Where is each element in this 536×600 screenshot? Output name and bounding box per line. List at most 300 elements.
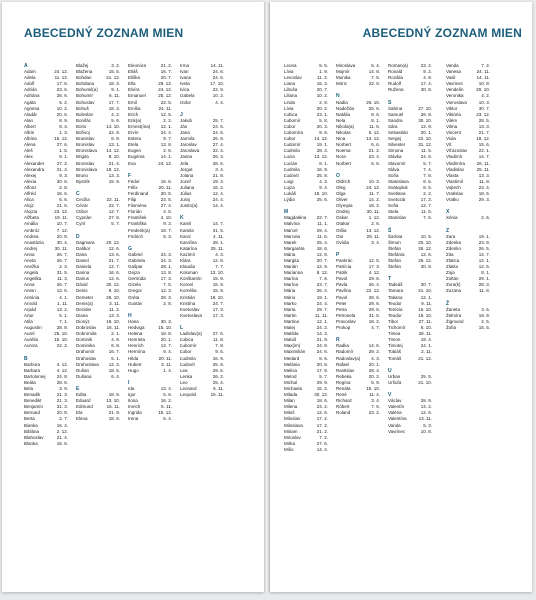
name-day-date: 7. 6.: [371, 404, 380, 410]
name-day-date: 4. 12.: [56, 367, 68, 373]
name-text: Magdaléna: [284, 215, 307, 221]
letter-heading: Š: [388, 227, 392, 234]
name-text: Gréta: [128, 294, 140, 300]
name-text: Berta: [24, 416, 35, 422]
name-day-date: 5. 1.: [59, 312, 68, 318]
name-day-date: 24. 11.: [476, 69, 490, 75]
name-text: Blahoslav: [24, 434, 44, 440]
name-text: Teodor: [388, 312, 402, 318]
name-day-date: 21. 2.: [316, 428, 328, 434]
name-day-date: 14. 3.: [316, 331, 328, 337]
name-text: Jaroslava: [180, 148, 200, 154]
name-day-date: 19. 1.: [316, 142, 328, 148]
name-text: Vlasta: [446, 172, 459, 178]
name-day-date: 4. 2.: [481, 93, 490, 99]
name-day-date: 11. 5.: [421, 209, 432, 215]
name-text: Svetozár: [388, 197, 406, 203]
name-day-date: 16. 6.: [56, 190, 68, 196]
name-day-date: 23. 4.: [478, 184, 490, 190]
name-day-date: 25. 6.: [316, 197, 328, 203]
name-day-date: 18. 7.: [160, 227, 172, 233]
name-text: Svätopluk: [388, 184, 408, 190]
name-day-date: 25. 12.: [158, 93, 172, 99]
name-day-date: 20. 2.: [316, 105, 328, 111]
name-text: Ctibor: [76, 209, 89, 215]
name-day-date: 21. 12.: [418, 355, 432, 361]
name-text: Bronislava: [76, 166, 98, 172]
name-text: Pankrác: [336, 258, 353, 263]
name-text: Tamara: [388, 288, 404, 294]
name-day-date: 11. 4.: [369, 392, 380, 398]
name-day-date: 18. 2.: [368, 318, 380, 324]
name-text: Otília: [336, 227, 347, 233]
name-column: [284, 63, 328, 453]
name-day-date: 31. 5.: [368, 312, 380, 318]
name-text: Bronislav: [76, 160, 95, 166]
name-text: Lucia: [284, 154, 295, 160]
name-text: Eugen: [128, 148, 142, 154]
name-day-date: 26. 12.: [418, 258, 432, 263]
name-day-date: 31. 3.: [56, 404, 68, 410]
name-text: Vít: [446, 142, 452, 148]
name-day-date: 20. 1.: [160, 337, 172, 343]
name-text: Miriam: [284, 428, 298, 434]
name-text: Andrej: [24, 245, 38, 251]
name-day-date: 14. 1.: [160, 154, 172, 160]
name-text: Ingrida: [128, 410, 142, 416]
name-text: Ivica: [180, 87, 190, 93]
name-text: Bianka: [24, 422, 38, 428]
name-text: Arnold: [24, 300, 38, 306]
name-text: Bohumír: [76, 93, 94, 99]
letter-heading: P: [336, 251, 340, 258]
letter-heading: A: [24, 63, 28, 69]
name-day-date: 17. 2.: [316, 422, 328, 428]
name-text: Kamila: [180, 227, 194, 233]
name-text: Rozália: [388, 75, 404, 81]
name-day-date: 15. 9.: [212, 276, 224, 282]
name-text: Františka: [128, 221, 147, 227]
name-text: Pavol: [336, 276, 348, 282]
name-day-date: 10. 2.: [212, 93, 224, 99]
name-text: Petra: [336, 306, 347, 312]
name-day-date: 20. 7.: [316, 87, 328, 93]
name-text: Karolína: [180, 239, 197, 245]
name-text: Simona: [388, 148, 404, 154]
name-text: Aurel: [24, 331, 35, 337]
name-day-date: 9. 4.: [163, 349, 172, 355]
name-day-date: 20. 3.: [316, 123, 328, 129]
name-text: Anna: [24, 251, 35, 257]
name-day-date: 12. 6.: [108, 245, 120, 251]
name-day-date: 29. 7.: [316, 306, 328, 312]
name-day-date: 8. 1.: [319, 160, 328, 166]
name-day-date: 15. 10.: [366, 385, 380, 391]
name-day-date: 20. 12.: [106, 239, 120, 245]
name-day-date: 8. 5.: [423, 178, 432, 184]
name-day-date: 3. 11.: [161, 361, 172, 367]
name-text: Milan: [284, 398, 295, 404]
name-day-date: 28. 5.: [478, 117, 490, 123]
name-text: Bohumil(a): [76, 87, 98, 93]
name-day-date: 29. 1.: [478, 276, 490, 282]
name-day-date: 11. 8.: [479, 178, 490, 184]
name-text: Adam: [24, 69, 36, 75]
name-day-date: 12. 6.: [420, 251, 432, 257]
letter-heading: H: [128, 312, 132, 319]
name-text: Zita: [446, 251, 454, 257]
name-text: Brigita: [76, 154, 89, 160]
name-text: Marcela: [284, 233, 301, 239]
name-text: Vladislav: [446, 166, 465, 172]
name-day-date: 13. 6.: [56, 288, 68, 294]
name-day-date: 12. 6.: [420, 410, 432, 416]
name-text: Leo: [180, 379, 188, 385]
name-column: [446, 63, 490, 331]
name-day-date: 31. 12.: [418, 142, 432, 148]
name-day-date: 7. 1.: [59, 318, 68, 324]
name-column: [128, 63, 172, 423]
name-text: Marína: [284, 282, 299, 288]
name-text: Radoslav(a): [336, 355, 361, 361]
name-text: Mária: [284, 251, 296, 257]
name-day-date: 6. 4.: [111, 373, 120, 379]
name-text: Lenka: [180, 373, 193, 379]
name-day-date: 26. 8.: [212, 136, 224, 142]
name-text: Cézar: [76, 203, 89, 209]
name-text: Vincent: [446, 130, 461, 136]
name-day-date: 24. 4.: [212, 197, 224, 203]
name-text: Irena: [128, 416, 139, 422]
name-text: Roman(a): [388, 63, 409, 68]
name-text: Marko: [284, 300, 297, 306]
name-text: Pravoslav: [336, 318, 356, 324]
name-day-date: 17. 10.: [210, 81, 224, 87]
name-day-date: 22. 2.: [56, 343, 68, 349]
name-day-date: 15. 9.: [212, 288, 224, 294]
name-text: Edmund: [76, 404, 93, 410]
name-text: Sláva: [388, 166, 400, 172]
name-text: Viktor: [446, 105, 458, 111]
name-day-date: 19. 9.: [478, 312, 490, 318]
name-text: Eduard: [76, 398, 91, 404]
name-text: Hilda: [128, 355, 139, 361]
name-day-date: 2. 6.: [481, 215, 490, 221]
name-day-date: 7. 8.: [423, 172, 432, 178]
name-text: Radomír: [336, 349, 354, 355]
name-text: Andrea: [24, 233, 39, 239]
name-day-date: 3. 9.: [59, 385, 68, 391]
name-day-date: 23. 9.: [478, 239, 490, 245]
name-day-date: 19. 4.: [420, 337, 432, 343]
name-text: Anton: [24, 288, 36, 294]
name-day-date: 8. 6.: [371, 111, 380, 117]
name-day-date: 2. 2.: [423, 190, 432, 196]
name-text: Nina: [336, 136, 346, 142]
name-day-date: 12. 7.: [108, 264, 120, 270]
name-text: Marcel: [284, 227, 298, 233]
name-text: Estera: [128, 136, 142, 142]
name-text: Vratislav: [446, 190, 464, 196]
name-day-date: 26. 7.: [56, 258, 68, 263]
name-day-date: 9. 1.: [59, 154, 68, 160]
name-day-date: 1. 12.: [368, 215, 380, 221]
name-text: René: [336, 392, 347, 398]
name-day-date: 12. 9.: [420, 123, 432, 129]
name-day-date: 24. 8.: [420, 154, 432, 160]
name-day-date: 12. 8.: [212, 258, 224, 263]
name-text: Klaudia: [180, 264, 196, 270]
name-day-date: 6. 12.: [368, 130, 380, 136]
name-day-date: 14. 2.: [420, 404, 432, 410]
name-text: Mário: [284, 294, 296, 300]
name-day-date: 25. 8.: [316, 172, 328, 178]
name-day-date: 6. 11.: [213, 385, 224, 391]
name-day-date: 1. 3.: [59, 130, 68, 136]
name-text: Ružena: [388, 87, 404, 93]
name-day-date: 17. 3.: [212, 306, 224, 312]
name-day-date: 12. 6.: [108, 276, 120, 282]
name-day-date: 16. 2.: [316, 385, 328, 391]
name-text: Roland: [336, 410, 351, 416]
name-day-date: 12. 5.: [160, 111, 172, 117]
name-text: Emília: [128, 105, 141, 111]
name-day-date: 16. 9.: [316, 166, 328, 172]
name-day-date: 27. 6.: [212, 331, 224, 337]
name-day-date: 6. 10.: [420, 325, 432, 331]
name-text: Ľudmila: [284, 148, 300, 154]
name-day-date: 4. 5.: [163, 209, 172, 215]
name-day-date: 26. 2.: [212, 373, 224, 379]
letter-heading: G: [128, 245, 132, 252]
name-text: Víťazoslav: [446, 148, 468, 154]
name-text: Ladislav(a): [180, 331, 203, 337]
name-day-date: 23. 6.: [56, 87, 68, 93]
name-day-date: 30. 10.: [418, 117, 432, 123]
name-text: Gertrúda: [128, 276, 146, 282]
name-day-date: 8. 10.: [108, 154, 120, 160]
name-text: Václav: [388, 398, 402, 404]
name-text: Bonifác: [76, 117, 92, 123]
name-day-date: 28. 6.: [368, 294, 380, 300]
name-text: Žigmund: [446, 318, 464, 324]
name-text: Bela: [24, 385, 34, 391]
name-text: Bernard: [24, 410, 41, 416]
name-day-date: 31. 5.: [56, 270, 68, 276]
name-entry: [24, 441, 68, 447]
name-text: Pavol: [336, 294, 348, 300]
name-text: Medard: [284, 355, 300, 361]
name-text: Leona: [284, 63, 297, 68]
name-day-date: 18. 5.: [108, 367, 120, 373]
name-day-date: 26. 6.: [56, 93, 68, 99]
name-day-date: 24. 6.: [212, 130, 224, 136]
name-day-date: 8. 5.: [423, 184, 432, 190]
name-text: Dezider: [76, 306, 92, 312]
name-text: Marína: [284, 276, 299, 282]
name-day-date: 26. 4.: [368, 282, 380, 288]
name-text: Milena: [284, 404, 298, 410]
name-text: Ľudmila: [180, 355, 196, 361]
name-text: Jarmila: [180, 136, 195, 142]
name-day-date: 10. 7.: [56, 221, 68, 227]
name-text: Beáta: [24, 379, 36, 385]
name-day-date: 14. 12.: [314, 136, 328, 142]
name-day-date: 22. 7.: [316, 215, 328, 221]
name-day-date: 15. 10.: [158, 325, 172, 331]
letter-heading: F: [128, 172, 132, 179]
name-day-date: 9. 8.: [319, 130, 328, 136]
name-day-date: 5. 2.: [59, 99, 68, 105]
name-day-date: 18. 8.: [108, 416, 120, 422]
name-text: Bystrík: [76, 178, 90, 184]
name-text: Eliška: [128, 75, 141, 81]
name-text: Drahoslava: [76, 361, 99, 367]
name-text: Koloman: [180, 270, 198, 276]
name-text: Jolana: [180, 172, 194, 178]
name-text: Ľubomír: [284, 117, 301, 123]
name-day-date: 17. 2.: [316, 416, 328, 422]
name-text: Margita: [284, 258, 300, 263]
name-day-date: 20. 11.: [158, 184, 172, 190]
name-day-date: 29. 12.: [158, 81, 172, 87]
name-day-date: 2. 6.: [371, 221, 380, 227]
name-day-date: 5. 4.: [371, 63, 380, 68]
name-text: Erik(a): [128, 117, 142, 123]
name-day-date: 23. 12.: [54, 209, 68, 215]
name-day-date: 4. 1.: [59, 294, 68, 300]
name-text: Noema: [336, 148, 351, 154]
name-day-date: 22. 11.: [106, 197, 120, 203]
name-day-date: 24. 3.: [160, 258, 172, 263]
name-day-date: 28. 11.: [418, 331, 432, 337]
name-day-date: 3. 4.: [371, 239, 380, 245]
name-text: Valentín: [388, 404, 405, 410]
name-day-date: 9. 11.: [421, 300, 432, 306]
name-day-date: 26. 2.: [316, 288, 328, 294]
name-text: Arpád: [24, 306, 37, 312]
name-text: Libuša: [284, 87, 298, 93]
name-text: Klára: [180, 258, 191, 263]
name-text: Daniel: [76, 258, 89, 263]
name-text: Patrícia: [336, 264, 352, 270]
name-text: Ervín: [128, 130, 139, 136]
name-text: Maximilián: [284, 349, 306, 355]
name-text: Marek: [284, 239, 297, 245]
letter-heading: R: [336, 337, 340, 344]
name-day-date: 5. 9.: [371, 379, 380, 385]
name-text: Sandra: [388, 117, 403, 123]
name-text: Matúš: [284, 337, 297, 343]
name-day-date: 29. 6.: [212, 367, 224, 373]
name-text: Šimon: [388, 239, 401, 245]
name-text: Boleslav: [76, 111, 94, 117]
letter-heading: J: [180, 111, 183, 118]
name-day-date: 11. 1.: [317, 221, 328, 227]
name-text: Vasil: [446, 75, 456, 81]
name-day-date: 14. 2.: [368, 197, 380, 203]
name-day-date: 5. 4.: [163, 416, 172, 422]
name-day-date: 26. 10.: [106, 294, 120, 300]
name-text: Tobiáš: [388, 349, 402, 355]
name-day-date: 15. 10.: [418, 312, 432, 318]
name-day-date: 16. 11.: [106, 325, 120, 331]
name-text: Miroslav: [284, 434, 301, 440]
name-day-date: 22. 1.: [478, 148, 490, 154]
name-day-date: 14. 7.: [212, 221, 224, 227]
page-title: ABECEDNÝ ZOZNAM MIEN: [362, 26, 522, 40]
name-day-date: 7. 7.: [215, 264, 224, 270]
name-day-date: 12. 7.: [420, 203, 432, 209]
name-text: Timea: [388, 331, 401, 337]
name-day-date: 21. 2.: [160, 63, 172, 68]
name-text: Agáta: [24, 99, 36, 105]
name-text: Branislav: [76, 136, 95, 142]
name-text: Svetlana: [388, 190, 406, 196]
name-day-date: 8. 4.: [59, 123, 68, 129]
name-text: Emanuel: [128, 93, 146, 99]
name-day-date: 5. 1.: [111, 355, 120, 361]
name-day-date: 5. 7.: [423, 160, 432, 166]
name-text: Viola: [446, 136, 456, 142]
name-text: Bohuslav: [76, 99, 95, 105]
name-text: Emil: [128, 99, 137, 105]
name-text: Alojzia: [24, 209, 38, 215]
name-day-date: 20. 8.: [316, 361, 328, 367]
name-text: Eva: [128, 160, 136, 166]
name-text: Ella: [128, 81, 136, 87]
name-text: Ronald: [388, 69, 403, 75]
name-day-date: 22. 7.: [108, 203, 120, 209]
name-day-date: 28. 3.: [478, 282, 490, 288]
name-text: Alan: [24, 117, 34, 123]
name-day-date: 12. 5.: [478, 264, 490, 270]
name-text: Konštantín: [180, 276, 202, 282]
name-text: Angela: [24, 270, 39, 276]
name-text: Ambróz: [24, 227, 40, 233]
name-text: Hugo: [128, 367, 139, 373]
letter-heading: N: [336, 93, 340, 100]
name-text: Aladár: [24, 111, 38, 117]
name-text: Lýdia: [284, 197, 295, 203]
name-day-date: 14. 11.: [210, 63, 224, 68]
name-day-date: 16. 4.: [56, 422, 68, 428]
letter-heading: S: [388, 99, 392, 106]
name-day-date: 30. 11.: [366, 209, 380, 215]
name-day-date: 13. 12.: [314, 154, 328, 160]
name-text: Aneta: [24, 258, 36, 263]
name-text: Sabína: [388, 105, 403, 111]
name-text: Bartolomej: [24, 373, 46, 379]
name-text: Levoslav: [284, 75, 302, 81]
name-text: Jasna: [180, 154, 193, 160]
name-text: Ela: [76, 410, 83, 416]
name-text: Dana: [76, 251, 87, 257]
name-day-date: 21. 10.: [418, 379, 432, 385]
name-text: Michaela: [284, 385, 303, 391]
name-text: Diana: [76, 312, 88, 318]
name-columns: [2, 63, 264, 583]
name-day-date: 15. 6.: [478, 142, 490, 148]
name-day-date: 12. 7.: [478, 251, 490, 257]
name-text: Gregor: [128, 288, 143, 294]
name-text: Irma: [180, 63, 189, 68]
name-text: Vilma: [446, 123, 458, 129]
name-text: Albín: [24, 130, 35, 136]
name-day-date: 20. 6.: [56, 111, 68, 117]
name-day-date: 7. 5.: [423, 215, 432, 221]
name-text: Alexandra: [24, 166, 45, 172]
